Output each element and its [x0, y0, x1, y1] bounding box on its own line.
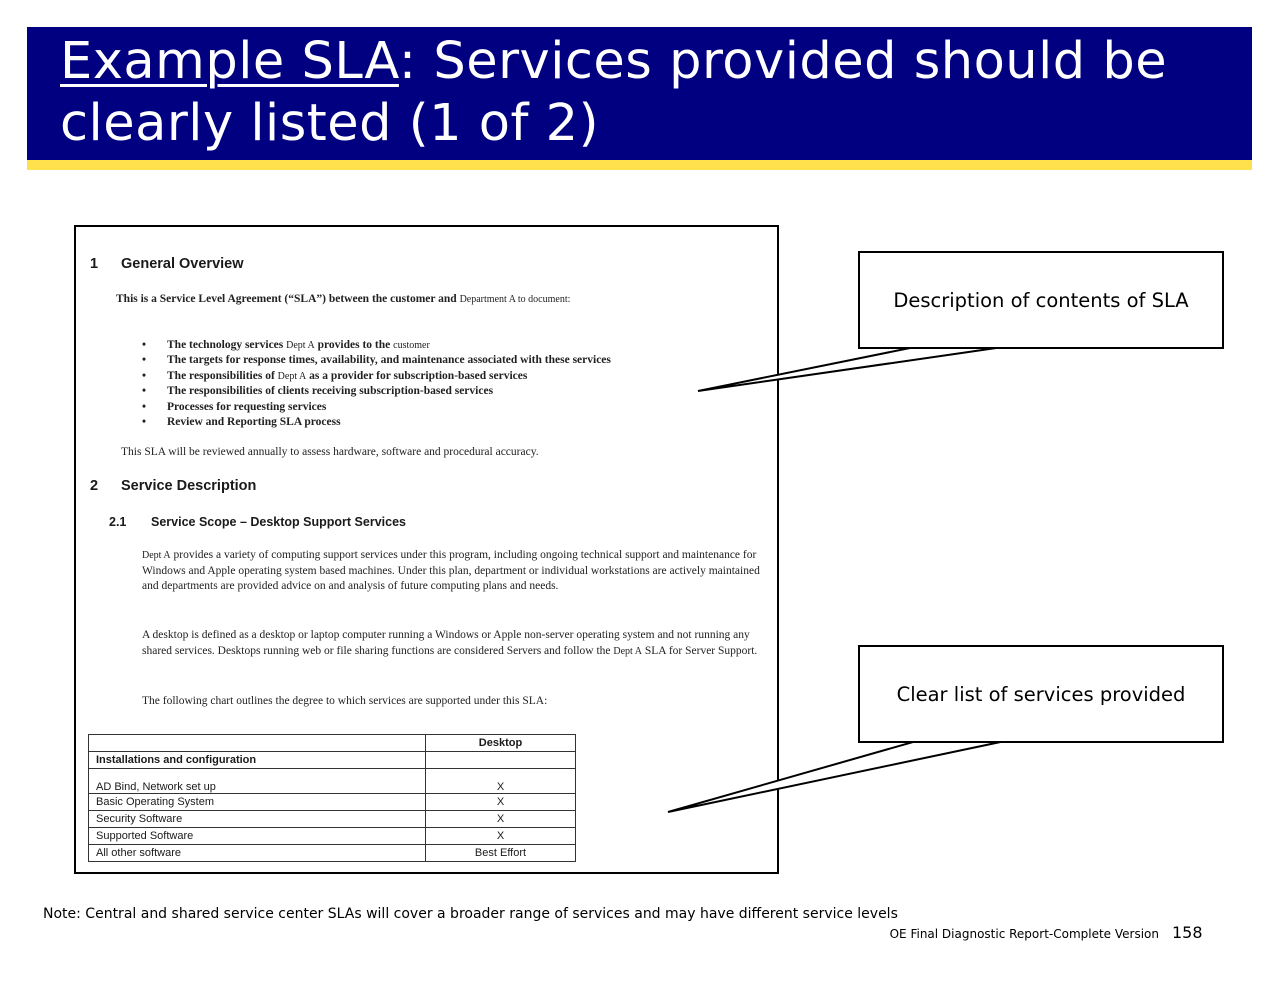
table-row: All other software Best Effort: [89, 845, 576, 862]
list-item: • The technology services Dept A provides to the customer: [142, 338, 611, 353]
section21-number: 2.1: [109, 515, 127, 529]
callout-bottom-pointer: [668, 740, 1010, 812]
section1-title: General Overview: [121, 256, 244, 272]
review-text: This SLA will be reviewed annually to assess hardware, software and procedural accuracy.: [121, 446, 539, 458]
chart-intro-text: The following chart outlines the degree to which services are supported under this SLA:: [142, 695, 548, 707]
callout-services-list: Clear list of services provided: [858, 645, 1224, 743]
section2-number: 2: [90, 478, 99, 494]
table-group-label: Installations and configuration: [89, 752, 426, 769]
title-line1-rest: : Services provided should be: [398, 32, 1168, 91]
scope-paragraph-1: Dept A provides a variety of computing support services under this program, including ongoing technical support and maintenance for Windows and Apple operating system based machines. Under this plan, department or individual workstations are actively maintained and departments are provided advice on and analysis of future computing plans and needs.: [142, 549, 760, 592]
scope-paragraph-2: A desktop is defined as a desktop or laptop computer running a Windows or Apple non-server operating system and not running any shared services. Desktops running web or file sharing functions are considered Servers and follow the Dept A SLA for Server Support.: [142, 629, 758, 657]
footnote: Note: Central and shared service center SLAs will cover a broader range of services and may have different service levels: [43, 906, 898, 922]
list-item: • Processes for requesting services: [142, 400, 611, 415]
title-link[interactable]: Example SLA: [60, 32, 399, 91]
table-row: Basic Operating System X: [89, 794, 576, 811]
section21-title: Service Scope – Desktop Support Services: [151, 515, 406, 529]
list-item: • The targets for response times, availability, and maintenance associated with these services: [142, 353, 611, 368]
page-number: 158: [1172, 923, 1203, 942]
callout-top-pointer: [698, 346, 1010, 391]
table-header-cell: Desktop: [426, 735, 576, 752]
table-row: AD Bind, Network set up X: [89, 769, 576, 794]
title-line2: clearly listed (1 of 2): [60, 94, 600, 153]
list-item: • Review and Reporting SLA process: [142, 415, 611, 430]
table-row: Supported Software X: [89, 828, 576, 845]
list-item: • The responsibilities of clients receiving subscription-based services: [142, 384, 611, 399]
table-row: Security Software X: [89, 811, 576, 828]
intro-insert: Department A to document:: [459, 294, 571, 305]
footer-text: OE Final Diagnostic Report-Complete Version: [889, 927, 1159, 941]
list-item: • The responsibilities of Dept A as a provider for subscription-based services: [142, 369, 611, 384]
section2-title: Service Description: [121, 478, 257, 494]
section1-number: 1: [90, 256, 99, 272]
intro-bold: This is a Service Level Agreement (“SLA”) between the customer and: [116, 293, 457, 305]
callout-description: Description of contents of SLA: [858, 251, 1224, 349]
